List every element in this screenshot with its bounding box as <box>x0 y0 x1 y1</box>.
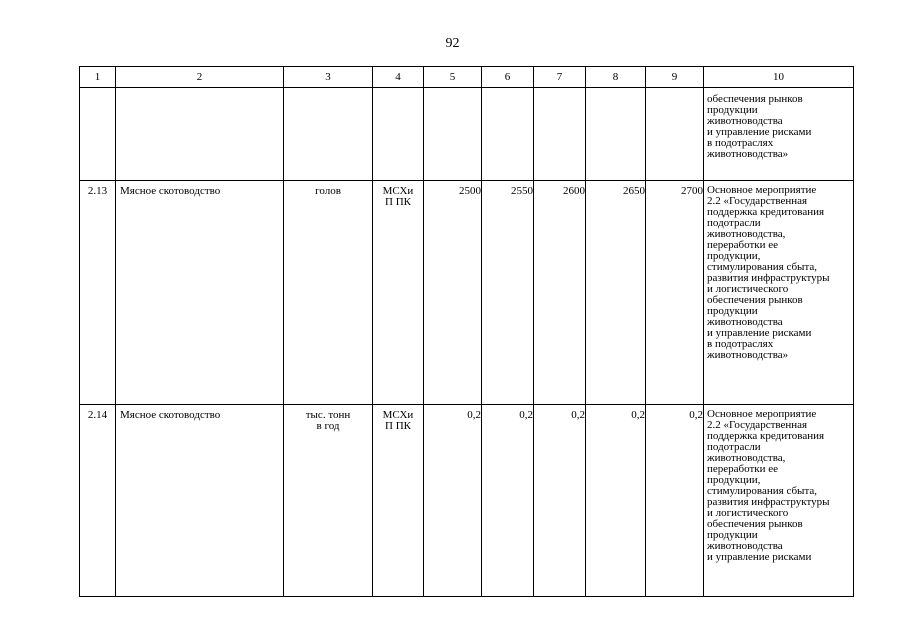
value-cell <box>586 88 646 181</box>
value-cell <box>482 88 534 181</box>
page-number: 92 <box>445 36 460 51</box>
indicator-name-cell: Мясное скотоводство <box>116 181 284 405</box>
unit-cell: тыс. тонн в год <box>284 405 373 597</box>
unit-cell <box>284 88 373 181</box>
indicators-table <box>79 66 854 597</box>
value-cell <box>534 88 586 181</box>
indicator-name-cell <box>116 88 284 181</box>
value-cell: 2550 <box>482 181 534 405</box>
row-id-cell: 2.13 <box>80 181 116 405</box>
value-cell: 2650 <box>586 181 646 405</box>
activity-cell: обеспечения рынков продукции животноводства и управление рисками в подотраслях животноводства» <box>704 88 854 181</box>
executor-cell <box>373 88 424 181</box>
row-id-cell <box>80 88 116 181</box>
value-cell: 0,2 <box>534 405 586 597</box>
activity-cell: Основное мероприятие 2.2 «Государственная поддержка кредитования подотрасли животноводства, переработки ее продукции, стимулирования сбыта, развития инфраструктуры и логистического обеспечения рынков продукции животноводства и управление рисками <box>704 405 854 597</box>
value-cell: 0,2 <box>586 405 646 597</box>
column-header: 9 <box>646 67 704 88</box>
column-header: 8 <box>586 67 646 88</box>
executor-cell: МСХи П ПК <box>373 181 424 405</box>
value-cell <box>646 88 704 181</box>
value-cell <box>424 88 482 181</box>
column-header: 7 <box>534 67 586 88</box>
value-cell: 0,2 <box>482 405 534 597</box>
unit-cell: голов <box>284 181 373 405</box>
value-cell: 2600 <box>534 181 586 405</box>
activity-cell: Основное мероприятие 2.2 «Государственная поддержка кредитования подотрасли животноводства, переработки ее продукции, стимулирования сбыта, развития инфраструктуры и логистического обеспечения рынков продукции животноводства и управление рисками в подотраслях животноводства» <box>704 181 854 405</box>
column-header: 10 <box>704 67 854 88</box>
table-row <box>80 405 854 597</box>
column-header: 2 <box>116 67 284 88</box>
executor-cell: МСХи П ПК <box>373 405 424 597</box>
value-cell: 2700 <box>646 181 704 405</box>
indicator-name-cell: Мясное скотоводство <box>116 405 284 597</box>
row-id-cell: 2.14 <box>80 405 116 597</box>
column-header: 3 <box>284 67 373 88</box>
value-cell: 0,2 <box>424 405 482 597</box>
table-row <box>80 88 854 181</box>
column-header: 5 <box>424 67 482 88</box>
table-header-row <box>80 67 854 88</box>
value-cell: 2500 <box>424 181 482 405</box>
column-header: 6 <box>482 67 534 88</box>
table-row <box>80 181 854 405</box>
column-header: 4 <box>373 67 424 88</box>
value-cell: 0,2 <box>646 405 704 597</box>
column-header: 1 <box>80 67 116 88</box>
